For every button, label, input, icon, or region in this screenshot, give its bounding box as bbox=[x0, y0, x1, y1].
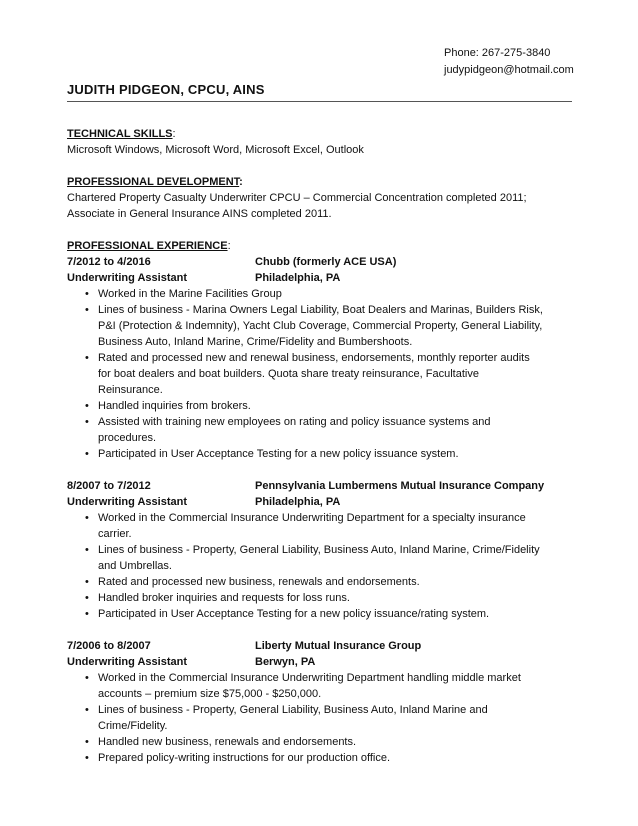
resume-body bbox=[67, 126, 587, 782]
job-dates: 7/2012 to 4/2016 bbox=[67, 256, 151, 268]
job-dates: 7/2006 to 8/2007 bbox=[67, 640, 151, 652]
job-bullets bbox=[67, 510, 587, 622]
email: judypidgeon@hotmail.com bbox=[444, 64, 574, 76]
bullet-line: Participated in User Acceptance Testing for a new policy issuance system. bbox=[98, 448, 459, 460]
professional-experience-title: PROFESSIONAL EXPERIENCE bbox=[67, 240, 228, 252]
job-role-row bbox=[67, 270, 587, 286]
bullet-item bbox=[67, 734, 587, 750]
job-bullets bbox=[67, 670, 587, 766]
bullet-line: for boat dealers and boat builders. Quota share treaty reinsurance, Facultative bbox=[98, 368, 479, 380]
job-company: Liberty Mutual Insurance Group bbox=[255, 640, 422, 652]
bullet-item bbox=[67, 606, 587, 622]
bullet-item bbox=[67, 670, 587, 702]
bullet-item bbox=[67, 446, 587, 462]
bullet-item bbox=[67, 750, 587, 766]
bullet-dot-icon: • bbox=[85, 304, 89, 316]
contact-block bbox=[444, 45, 574, 79]
bullet-item bbox=[67, 542, 587, 574]
bullet-dot-icon: • bbox=[85, 592, 89, 604]
bullet-dot-icon: • bbox=[85, 288, 89, 300]
bullet-line: Business Auto, Inland Marine, Crime/Fidelity and Bumbershoots. bbox=[98, 336, 413, 348]
bullet-dot-icon: • bbox=[85, 416, 89, 428]
bullet-item bbox=[67, 302, 587, 350]
professional-experience-section: PROFESSIONAL EXPERIENCE: 7/2012 to 4/2016 Chubb (formerly ACE USA) Underwriting Assistant Philadelphia, PA • Worked in the Marine Facilities Group • Lines of business - Marina Owners Legal Liability, Boat Dealers and Marinas, Builders Risk, P&I (Protection & Indemnity), Yacht Club Coverage, Commercial Property, General Liability, Business Auto, Inland Marine, Crime/Fidelity and Bumbershoots. • Rated and processed new and renewal business, endorsements, monthly reporter audits for boat dealers and boat builders. Quota share treaty reinsurance, Facultative Reinsurance. • Handled inquiries from brokers. • Assisted with training new employees on rating and policy issuance systems and procedures. • Participated in User Acceptance Testing for a new policy issuance system. 8/2007 to 7/2012 Pennsylvania Lumbermens Mutual Insurance Company Underwriting Assistant Philadelphia, PA • Worked in the Commercial Insurance Underwriting Department for a specialty insurance carrier. • Lines of business - Property, General Liability, Business Auto, Inland Marine, Crime/Fidelity and Umbrellas. • Rated and processed new business, renewals and endorsements. • Handled broker inquiries and requests for loss runs. • Participated in User Acceptance Testing for a new policy issuance/rating system. 7/2006 to 8/2007 Liberty Mutual Insurance Group Underwriting Assistant Berwyn, PA • Worked in the Commercial Insurance Underwriting Department handling middle market accounts – premium size $75,000 - $250,000. • Lines of business - Property, General Liability, Business Auto, Inland Marine and Crime/Fidelity. • Handled new business, renewals and endorsements. • Prepared policy-writing instructions for our production office. bbox=[67, 238, 587, 766]
bullet-dot-icon: • bbox=[85, 448, 89, 460]
job-role: Underwriting Assistant bbox=[67, 656, 187, 668]
job-header-row bbox=[67, 638, 587, 654]
bullet-line: Crime/Fidelity. bbox=[98, 720, 168, 732]
bullet-line: Lines of business - Property, General Liability, Business Auto, Inland Marine and bbox=[98, 704, 488, 716]
job-dates: 8/2007 to 7/2012 bbox=[67, 480, 151, 492]
technical-skills-title: TECHNICAL SKILLS bbox=[67, 128, 173, 140]
job-list bbox=[67, 254, 587, 766]
bullet-line: Assisted with training new employees on rating and policy issuance systems and bbox=[98, 416, 491, 428]
bullet-line: Rated and processed new and renewal business, endorsements, monthly reporter audits bbox=[98, 352, 530, 364]
bullet-line: carrier. bbox=[98, 528, 132, 540]
bullet-line: Handled inquiries from brokers. bbox=[98, 400, 251, 412]
job-header-row bbox=[67, 478, 587, 494]
technical-skills-text: Microsoft Windows, Microsoft Word, Microsoft Excel, Outlook bbox=[67, 144, 364, 156]
professional-development-section: PROFESSIONAL DEVELOPMENT: Chartered Property Casualty Underwriter CPCU – Commercial Concentration completed 2011; Associate in General Insurance AINS completed 2011. bbox=[67, 174, 587, 222]
bullet-line: accounts – premium size $75,000 - $250,000. bbox=[98, 688, 322, 700]
job-location: Philadelphia, PA bbox=[255, 496, 341, 508]
bullet-line: Worked in the Commercial Insurance Underwriting Department for a specialty insurance bbox=[98, 512, 526, 524]
bullet-item bbox=[67, 510, 587, 542]
job-company: Chubb (formerly ACE USA) bbox=[255, 256, 397, 268]
bullet-dot-icon: • bbox=[85, 352, 89, 364]
development-line: Associate in General Insurance AINS completed 2011. bbox=[67, 208, 332, 220]
bullet-dot-icon: • bbox=[85, 544, 89, 556]
job-bullets bbox=[67, 286, 587, 462]
bullet-line: procedures. bbox=[98, 432, 157, 444]
bullet-line: Lines of business - Marina Owners Legal Liability, Boat Dealers and Marinas, Builders Risk, bbox=[98, 304, 543, 316]
bullet-item bbox=[67, 702, 587, 734]
job-entry bbox=[67, 478, 587, 622]
bullet-item bbox=[67, 350, 587, 398]
header-divider bbox=[67, 101, 572, 102]
professional-development-title: PROFESSIONAL DEVELOPMENT bbox=[67, 176, 240, 188]
development-line: Chartered Property Casualty Underwriter CPCU – Commercial Concentration completed 2011; bbox=[67, 192, 527, 204]
bullet-line: Handled new business, renewals and endorsements. bbox=[98, 736, 357, 748]
bullet-line: Worked in the Marine Facilities Group bbox=[98, 288, 282, 300]
job-entry bbox=[67, 638, 587, 766]
bullet-dot-icon: • bbox=[85, 672, 89, 684]
bullet-line: P&I (Protection & Indemnity), Yacht Club Coverage, Commercial Property, General Liability, bbox=[98, 320, 543, 332]
bullet-dot-icon: • bbox=[85, 608, 89, 620]
job-location: Berwyn, PA bbox=[255, 656, 316, 668]
bullet-line: Lines of business - Property, General Liability, Business Auto, Inland Marine, Crime/Fidelity bbox=[98, 544, 540, 556]
bullet-item bbox=[67, 574, 587, 590]
bullet-line: Worked in the Commercial Insurance Underwriting Department handling middle market bbox=[98, 672, 521, 684]
bullet-item bbox=[67, 286, 587, 302]
candidate-name: JUDITH PIDGEON, CPCU, AINS bbox=[67, 82, 265, 97]
bullet-dot-icon: • bbox=[85, 736, 89, 748]
bullet-line: and Umbrellas. bbox=[98, 560, 172, 572]
bullet-line: Rated and processed new business, renewals and endorsements. bbox=[98, 576, 420, 588]
bullet-dot-icon: • bbox=[85, 400, 89, 412]
bullet-item bbox=[67, 590, 587, 606]
job-company: Pennsylvania Lumbermens Mutual Insurance Company bbox=[255, 480, 545, 492]
bullet-dot-icon: • bbox=[85, 704, 89, 716]
job-role-row bbox=[67, 654, 587, 670]
bullet-dot-icon: • bbox=[85, 512, 89, 524]
bullet-line: Handled broker inquiries and requests for loss runs. bbox=[98, 592, 350, 604]
bullet-item bbox=[67, 398, 587, 414]
job-location: Philadelphia, PA bbox=[255, 272, 341, 284]
bullet-line: Prepared policy-writing instructions for our production office. bbox=[98, 752, 391, 764]
job-role: Underwriting Assistant bbox=[67, 496, 187, 508]
bullet-dot-icon: • bbox=[85, 576, 89, 588]
bullet-line: Reinsurance. bbox=[98, 384, 163, 396]
bullet-dot-icon: • bbox=[85, 752, 89, 764]
bullet-item bbox=[67, 414, 587, 446]
bullet-line: Participated in User Acceptance Testing for a new policy issuance/rating system. bbox=[98, 608, 490, 620]
job-role: Underwriting Assistant bbox=[67, 272, 187, 284]
job-entry bbox=[67, 254, 587, 462]
technical-skills-section: TECHNICAL SKILLS: Microsoft Windows, Microsoft Word, Microsoft Excel, Outlook bbox=[67, 126, 587, 158]
job-role-row bbox=[67, 494, 587, 510]
job-header-row bbox=[67, 254, 587, 270]
phone: Phone: 267-275-3840 bbox=[444, 47, 551, 59]
